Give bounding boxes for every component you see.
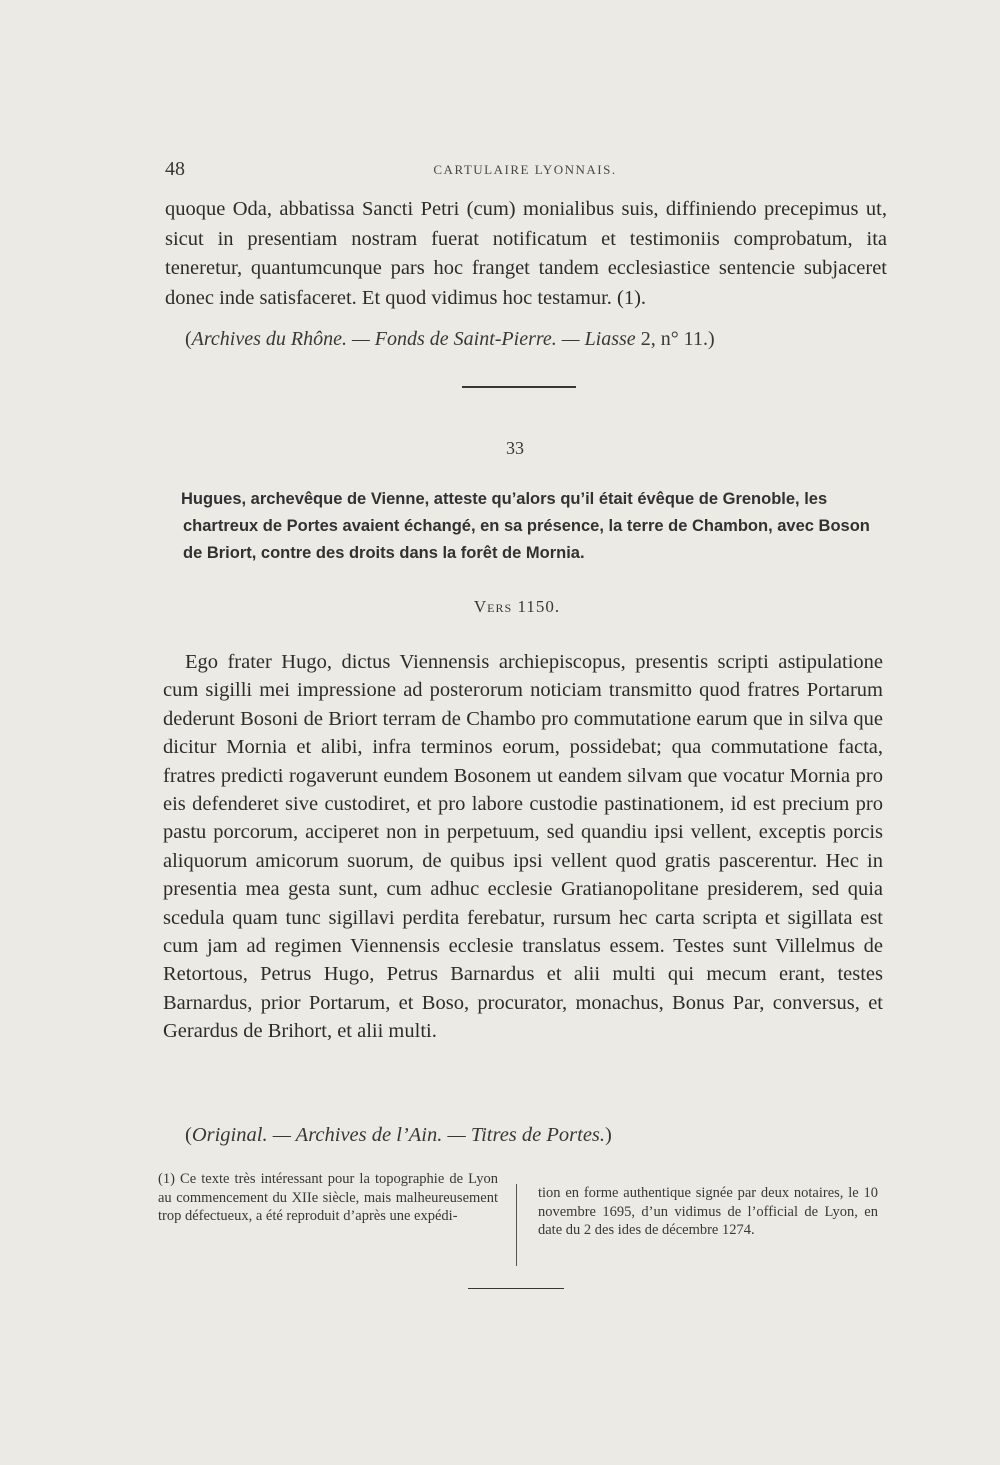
charter-paragraph: Ego frater Hugo, dictus Viennensis archiepiscopus, presentis scripti astipulatione cum sigilli mei impressione ad posterorum noticiam transmitto quod fratres Portarum dederunt Bosoni de Briort terram de Chambo pro commutatione earum que in silva que dicitur Mornia et alibi, infra terminos eorum, possidebat; qua commutatione facta, fratres predicti rogaverunt eundem Bosonem ut eandem silvam que vocatur Mornia pro eis defenderet sive custodiret, et pro labore custodie pastinationem, id est precium pro pastu porcorum, acciperet non in perpetuum, sed quandiu ipsi vellent, exceptis porcis aliquorum amicorum suorum, de quibus ipsi vellent quod gratis pascerentur. Hec in presentia mea gesta sunt, cum adhuc ecclesie Gratianopolitane presiderem, sed quia scedula quam tunc sigillavi perdita ferebatur, rursum hec carta scripta et sigillata est cum jam ad regimen Viennensis ecclesie translatus essem. Testes sunt Villelmus de Retortous, Petrus Hugo, Petrus Barnardus et alii multi qui mecum erant, testes Barnardus, prior Portarum, et Boso, procurator, monachus, Bonus Par, conversus, et Gerardus de Brihort, et alii multi. bbox=[163, 651, 883, 1043]
source-text: Original. — Archives de l’Ain. — Titres de Portes. bbox=[191, 1124, 606, 1146]
source-liasse-number: 2, n° 11.) bbox=[640, 328, 715, 350]
footnote-left-column: (1) Ce texte très intéressant pour la topographie de Lyon au commencement du XIIe siècle, mais malheureusement trop défectueux, a été reproduit d’après une expédi- bbox=[158, 1171, 498, 1224]
running-title: CARTULAIRE LYONNAIS. bbox=[433, 162, 617, 177]
source-open-paren: ( bbox=[185, 328, 192, 350]
continuation-paragraph: quoque Oda, abbatissa Sancti Petri (cum) monialibus suis, diffiniendo precepimus ut, sicut in presentiam nostram fuerat notificatum et testimoniis comprobatum, ita teneretur, quantumcunque pars hoc franget tandem ecclesiastice sentencie subjaceret donec inde satisfaceret. Et quod vidimus hoc testamur. (1). bbox=[165, 198, 887, 309]
document-summary bbox=[165, 486, 887, 567]
page-number: 48 bbox=[165, 158, 185, 180]
document-number: 33 bbox=[506, 438, 524, 458]
running-head bbox=[165, 158, 885, 182]
charter-text bbox=[163, 648, 883, 1046]
source-citation-previous bbox=[185, 328, 715, 351]
end-divider bbox=[468, 1288, 564, 1289]
footnote-right-column: tion en forme authentique signée par deux notaires, le 10 novembre 1695, d’un vidimus de l’official de Lyon, en date du 2 des ides de décembre 1274. bbox=[538, 1185, 878, 1238]
date-year: 1150. bbox=[517, 597, 561, 616]
summary-text: Hugues, archevêque de Vienne, atteste qu’alors qu’il était évêque de Grenoble, les chartreux de Portes avaient échangé, en sa présence, la terre de Chambon, avec Boson de Briort, contre des droits dans la forêt de Mornia. bbox=[181, 490, 870, 562]
section-divider bbox=[462, 386, 576, 388]
source-citation: (Original. — Archives de l’Ain. — Titres de Portes.) bbox=[185, 1124, 612, 1146]
document-date bbox=[0, 597, 1000, 617]
footnotes bbox=[158, 1170, 888, 1270]
footnote-column-divider bbox=[516, 1184, 517, 1266]
source-archive-reference: Archives du Rhône. — Fonds de Saint-Pierre. — Liasse bbox=[191, 328, 636, 350]
date-prefix: Vers bbox=[473, 597, 513, 616]
